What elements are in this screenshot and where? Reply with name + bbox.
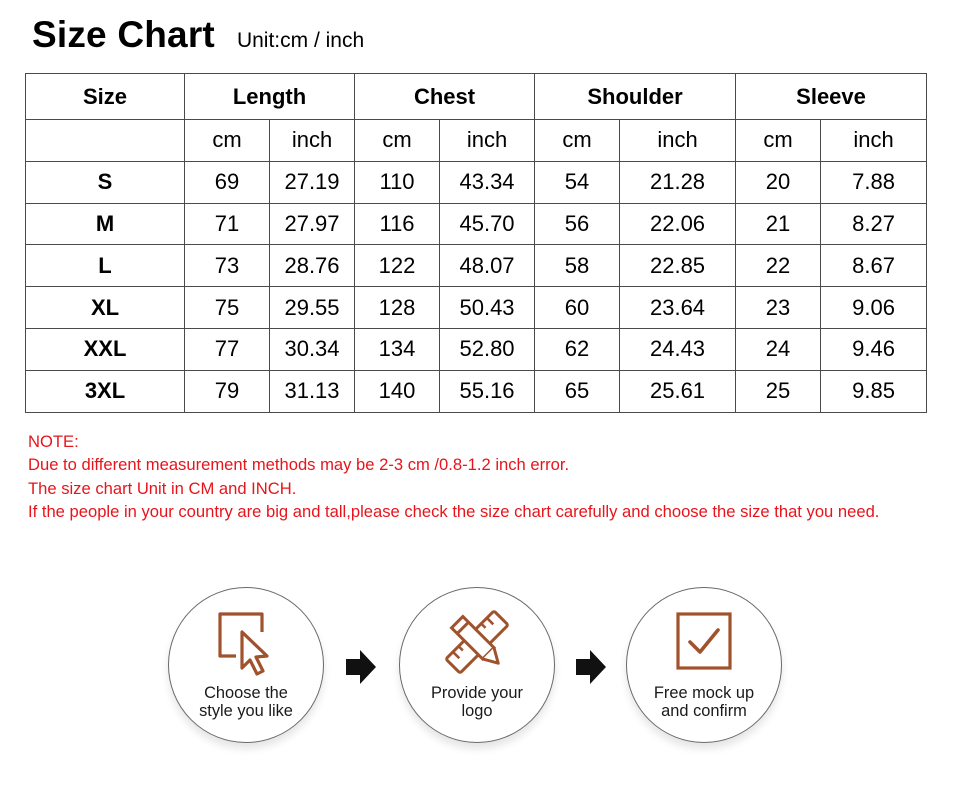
step-label: Choose the style you like — [199, 684, 293, 720]
value-cell: 116 — [355, 203, 440, 245]
value-cell: 45.70 — [440, 203, 535, 245]
value-cell: 128 — [355, 287, 440, 329]
value-cell: 54 — [535, 161, 620, 203]
value-cell: 27.19 — [270, 161, 355, 203]
value-cell: 110 — [355, 161, 440, 203]
value-cell: 7.88 — [821, 161, 927, 203]
pencil-ruler-icon — [445, 608, 509, 684]
unit-header-cell: inch — [270, 120, 355, 162]
table-row — [26, 328, 927, 370]
value-cell: 55.16 — [440, 370, 535, 412]
table-row — [26, 370, 927, 412]
value-cell: 29.55 — [270, 287, 355, 329]
value-cell: 22.85 — [620, 245, 736, 287]
size-cell: L — [26, 245, 185, 287]
value-cell: 79 — [185, 370, 270, 412]
note-heading: NOTE: — [28, 432, 79, 451]
note-line: If the people in your country are big and tall,please check the size chart carefully and choose the size that you need. — [28, 501, 880, 521]
value-cell: 23.64 — [620, 287, 736, 329]
value-cell: 52.80 — [440, 328, 535, 370]
step-free-mockup — [626, 587, 782, 743]
checkbox-icon — [672, 608, 736, 684]
unit-header-cell: inch — [821, 120, 927, 162]
cursor-click-icon — [214, 608, 278, 684]
value-cell: 140 — [355, 370, 440, 412]
value-cell: 9.46 — [821, 328, 927, 370]
value-cell: 28.76 — [270, 245, 355, 287]
size-table — [25, 73, 927, 413]
table-unit-header-row — [26, 120, 927, 162]
value-cell: 27.97 — [270, 203, 355, 245]
value-cell: 9.06 — [821, 287, 927, 329]
page-title: Size Chart — [32, 14, 215, 55]
note-line: The size chart Unit in CM and INCH. — [28, 478, 297, 498]
arrow-right-icon — [344, 648, 378, 686]
table-group-header-row — [26, 74, 927, 120]
value-cell: 21 — [736, 203, 821, 245]
value-cell: 69 — [185, 161, 270, 203]
value-cell: 22.06 — [620, 203, 736, 245]
value-cell: 77 — [185, 328, 270, 370]
step-provide-logo — [399, 587, 555, 743]
value-cell: 25 — [736, 370, 821, 412]
size-cell: XL — [26, 287, 185, 329]
value-cell: 50.43 — [440, 287, 535, 329]
value-cell: 71 — [185, 203, 270, 245]
table-row — [26, 287, 927, 329]
unit-header-cell: inch — [620, 120, 736, 162]
table-row — [26, 161, 927, 203]
value-cell: 22 — [736, 245, 821, 287]
value-cell: 31.13 — [270, 370, 355, 412]
size-cell: XXL — [26, 328, 185, 370]
header — [32, 14, 364, 56]
unit-header-cell: cm — [185, 120, 270, 162]
size-header: Size — [26, 74, 185, 120]
size-cell: S — [26, 161, 185, 203]
note-block — [28, 430, 928, 523]
unit-label: Unit:cm / inch — [236, 29, 365, 52]
value-cell: 65 — [535, 370, 620, 412]
value-cell: 58 — [535, 245, 620, 287]
group-header-sleeve: Sleeve — [736, 74, 927, 120]
empty-cell — [26, 120, 185, 162]
size-cell: M — [26, 203, 185, 245]
value-cell: 8.27 — [821, 203, 927, 245]
value-cell: 56 — [535, 203, 620, 245]
value-cell: 9.85 — [821, 370, 927, 412]
group-header-chest: Chest — [355, 74, 535, 120]
value-cell: 23 — [736, 287, 821, 329]
value-cell: 24 — [736, 328, 821, 370]
step-label: Free mock up and confirm — [653, 684, 755, 720]
value-cell: 60 — [535, 287, 620, 329]
unit-header-cell: cm — [736, 120, 821, 162]
step-choose-style — [168, 587, 324, 743]
table-row — [26, 203, 927, 245]
value-cell: 20 — [736, 161, 821, 203]
value-cell: 48.07 — [440, 245, 535, 287]
value-cell: 73 — [185, 245, 270, 287]
size-cell: 3XL — [26, 370, 185, 412]
table-row — [26, 245, 927, 287]
step-label: Provide your logo — [430, 684, 523, 720]
value-cell: 24.43 — [620, 328, 736, 370]
group-header-length: Length — [185, 74, 355, 120]
value-cell: 25.61 — [620, 370, 736, 412]
value-cell: 75 — [185, 287, 270, 329]
unit-header-cell: cm — [535, 120, 620, 162]
value-cell: 122 — [355, 245, 440, 287]
value-cell: 43.34 — [440, 161, 535, 203]
value-cell: 21.28 — [620, 161, 736, 203]
value-cell: 8.67 — [821, 245, 927, 287]
note-line: Due to different measurement methods may be 2-3 cm /0.8-1.2 inch error. — [28, 455, 570, 475]
unit-header-cell: inch — [440, 120, 535, 162]
value-cell: 30.34 — [270, 328, 355, 370]
value-cell: 134 — [355, 328, 440, 370]
value-cell: 62 — [535, 328, 620, 370]
arrow-right-icon — [574, 648, 608, 686]
unit-header-cell: cm — [355, 120, 440, 162]
group-header-shoulder: Shoulder — [535, 74, 736, 120]
